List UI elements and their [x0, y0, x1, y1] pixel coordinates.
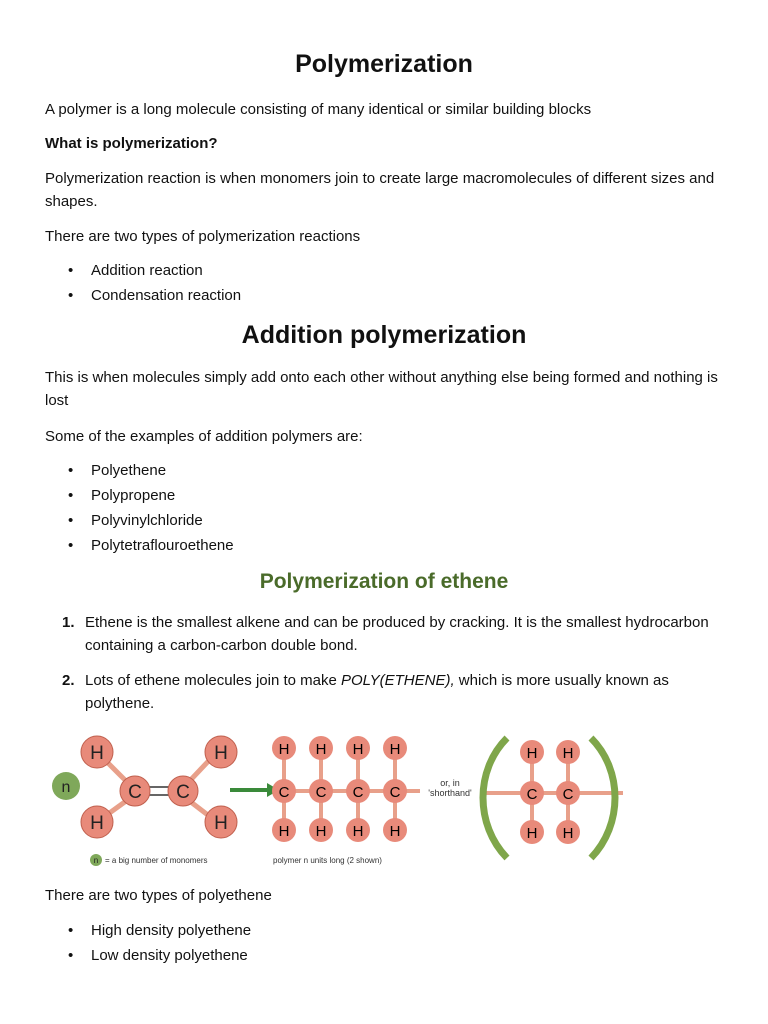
svg-text:H: H: [352, 823, 364, 840]
shorthand-repeat-unit: [480, 738, 623, 858]
polymer-chain: [272, 736, 420, 842]
svg-text:H: H: [90, 743, 104, 764]
svg-text:H: H: [278, 741, 290, 758]
svg-text:C: C: [526, 786, 538, 803]
svg-text:C: C: [315, 784, 327, 801]
ethene-monomer: [52, 736, 237, 838]
shorthand-label: 'shorthand': [428, 788, 472, 798]
list-item: • Polypropene: [45, 483, 234, 508]
question-heading: What is polymerization?: [45, 135, 218, 152]
list-item: • Polytetraflouroethene: [45, 533, 234, 558]
addition-heading: Addition polymerization: [241, 321, 527, 349]
list-item: • Low density polyethene: [45, 943, 251, 968]
svg-text:H: H: [389, 741, 401, 758]
svg-text:H: H: [90, 813, 104, 834]
ethene-polymerization-diagram: [45, 730, 645, 870]
ethene-heading: Polymerization of ethene: [259, 570, 509, 593]
svg-text:H: H: [562, 745, 574, 762]
polyethene-types-list: [45, 918, 251, 968]
numbered-item-2: [62, 669, 722, 715]
svg-text:H: H: [526, 825, 538, 842]
svg-text:C: C: [128, 782, 142, 803]
item-text: Lots of ethene molecules join to make POLY(ETHENE), which is more usually known as polythene.: [85, 672, 669, 712]
svg-text:C: C: [352, 784, 364, 801]
svg-text:C: C: [278, 784, 290, 801]
svg-text:H: H: [214, 743, 228, 764]
svg-text:H: H: [315, 823, 327, 840]
numbered-item-1: [62, 611, 722, 657]
list-item: • Polyethene: [45, 458, 234, 483]
svg-text:H: H: [315, 741, 327, 758]
polyethene-intro: There are two types of polyethene: [45, 887, 272, 904]
svg-text:n: n: [61, 779, 71, 796]
reaction-types-list: [45, 258, 241, 308]
svg-text:H: H: [214, 813, 228, 834]
left-bracket: [483, 738, 507, 858]
svg-text:H: H: [562, 825, 574, 842]
page-title: Polymerization: [295, 50, 473, 78]
item-text: Ethene is the smallest alkene and can be produced by cracking. It is the smallest hydrocarbon containing a carbon-carbon double bond.: [85, 614, 709, 654]
examples-list: [45, 458, 234, 558]
svg-text:C: C: [176, 782, 190, 803]
list-item: • Addition reaction: [45, 258, 241, 283]
item-number: 2.: [62, 672, 75, 689]
definition-paragraph: Polymerization reaction is when monomers join to create large macromolecules of different sizes and shapes.: [45, 170, 715, 210]
list-item: • Condensation reaction: [45, 283, 241, 308]
svg-text:H: H: [278, 823, 290, 840]
examples-intro: Some of the examples of addition polymers are:: [45, 428, 363, 445]
intro-paragraph: A polymer is a long molecule consisting of many identical or similar building blocks: [45, 101, 592, 118]
list-item: • Polyvinylchloride: [45, 508, 234, 533]
svg-text:H: H: [526, 745, 538, 762]
list-item: • High density polyethene: [45, 918, 251, 943]
svg-text:H: H: [352, 741, 364, 758]
svg-text:C: C: [389, 784, 401, 801]
monomers-caption: = a big number of monomers: [105, 856, 208, 865]
poly-ethene-italic: POLY(ETHENE),: [340, 672, 455, 689]
item-number: 1.: [62, 614, 75, 631]
reaction-arrow: [230, 783, 279, 797]
svg-text:n: n: [93, 856, 99, 865]
types-intro: There are two types of polymerization reactions: [45, 228, 361, 245]
or-label: or, in: [440, 778, 460, 788]
right-bracket: [591, 738, 615, 858]
svg-text:C: C: [562, 786, 574, 803]
polymer-caption: polymer n units long (2 shown): [273, 856, 382, 865]
addition-description: This is when molecules simply add onto each other without anything else being formed and nothing is lost: [45, 369, 718, 409]
svg-text:H: H: [389, 823, 401, 840]
